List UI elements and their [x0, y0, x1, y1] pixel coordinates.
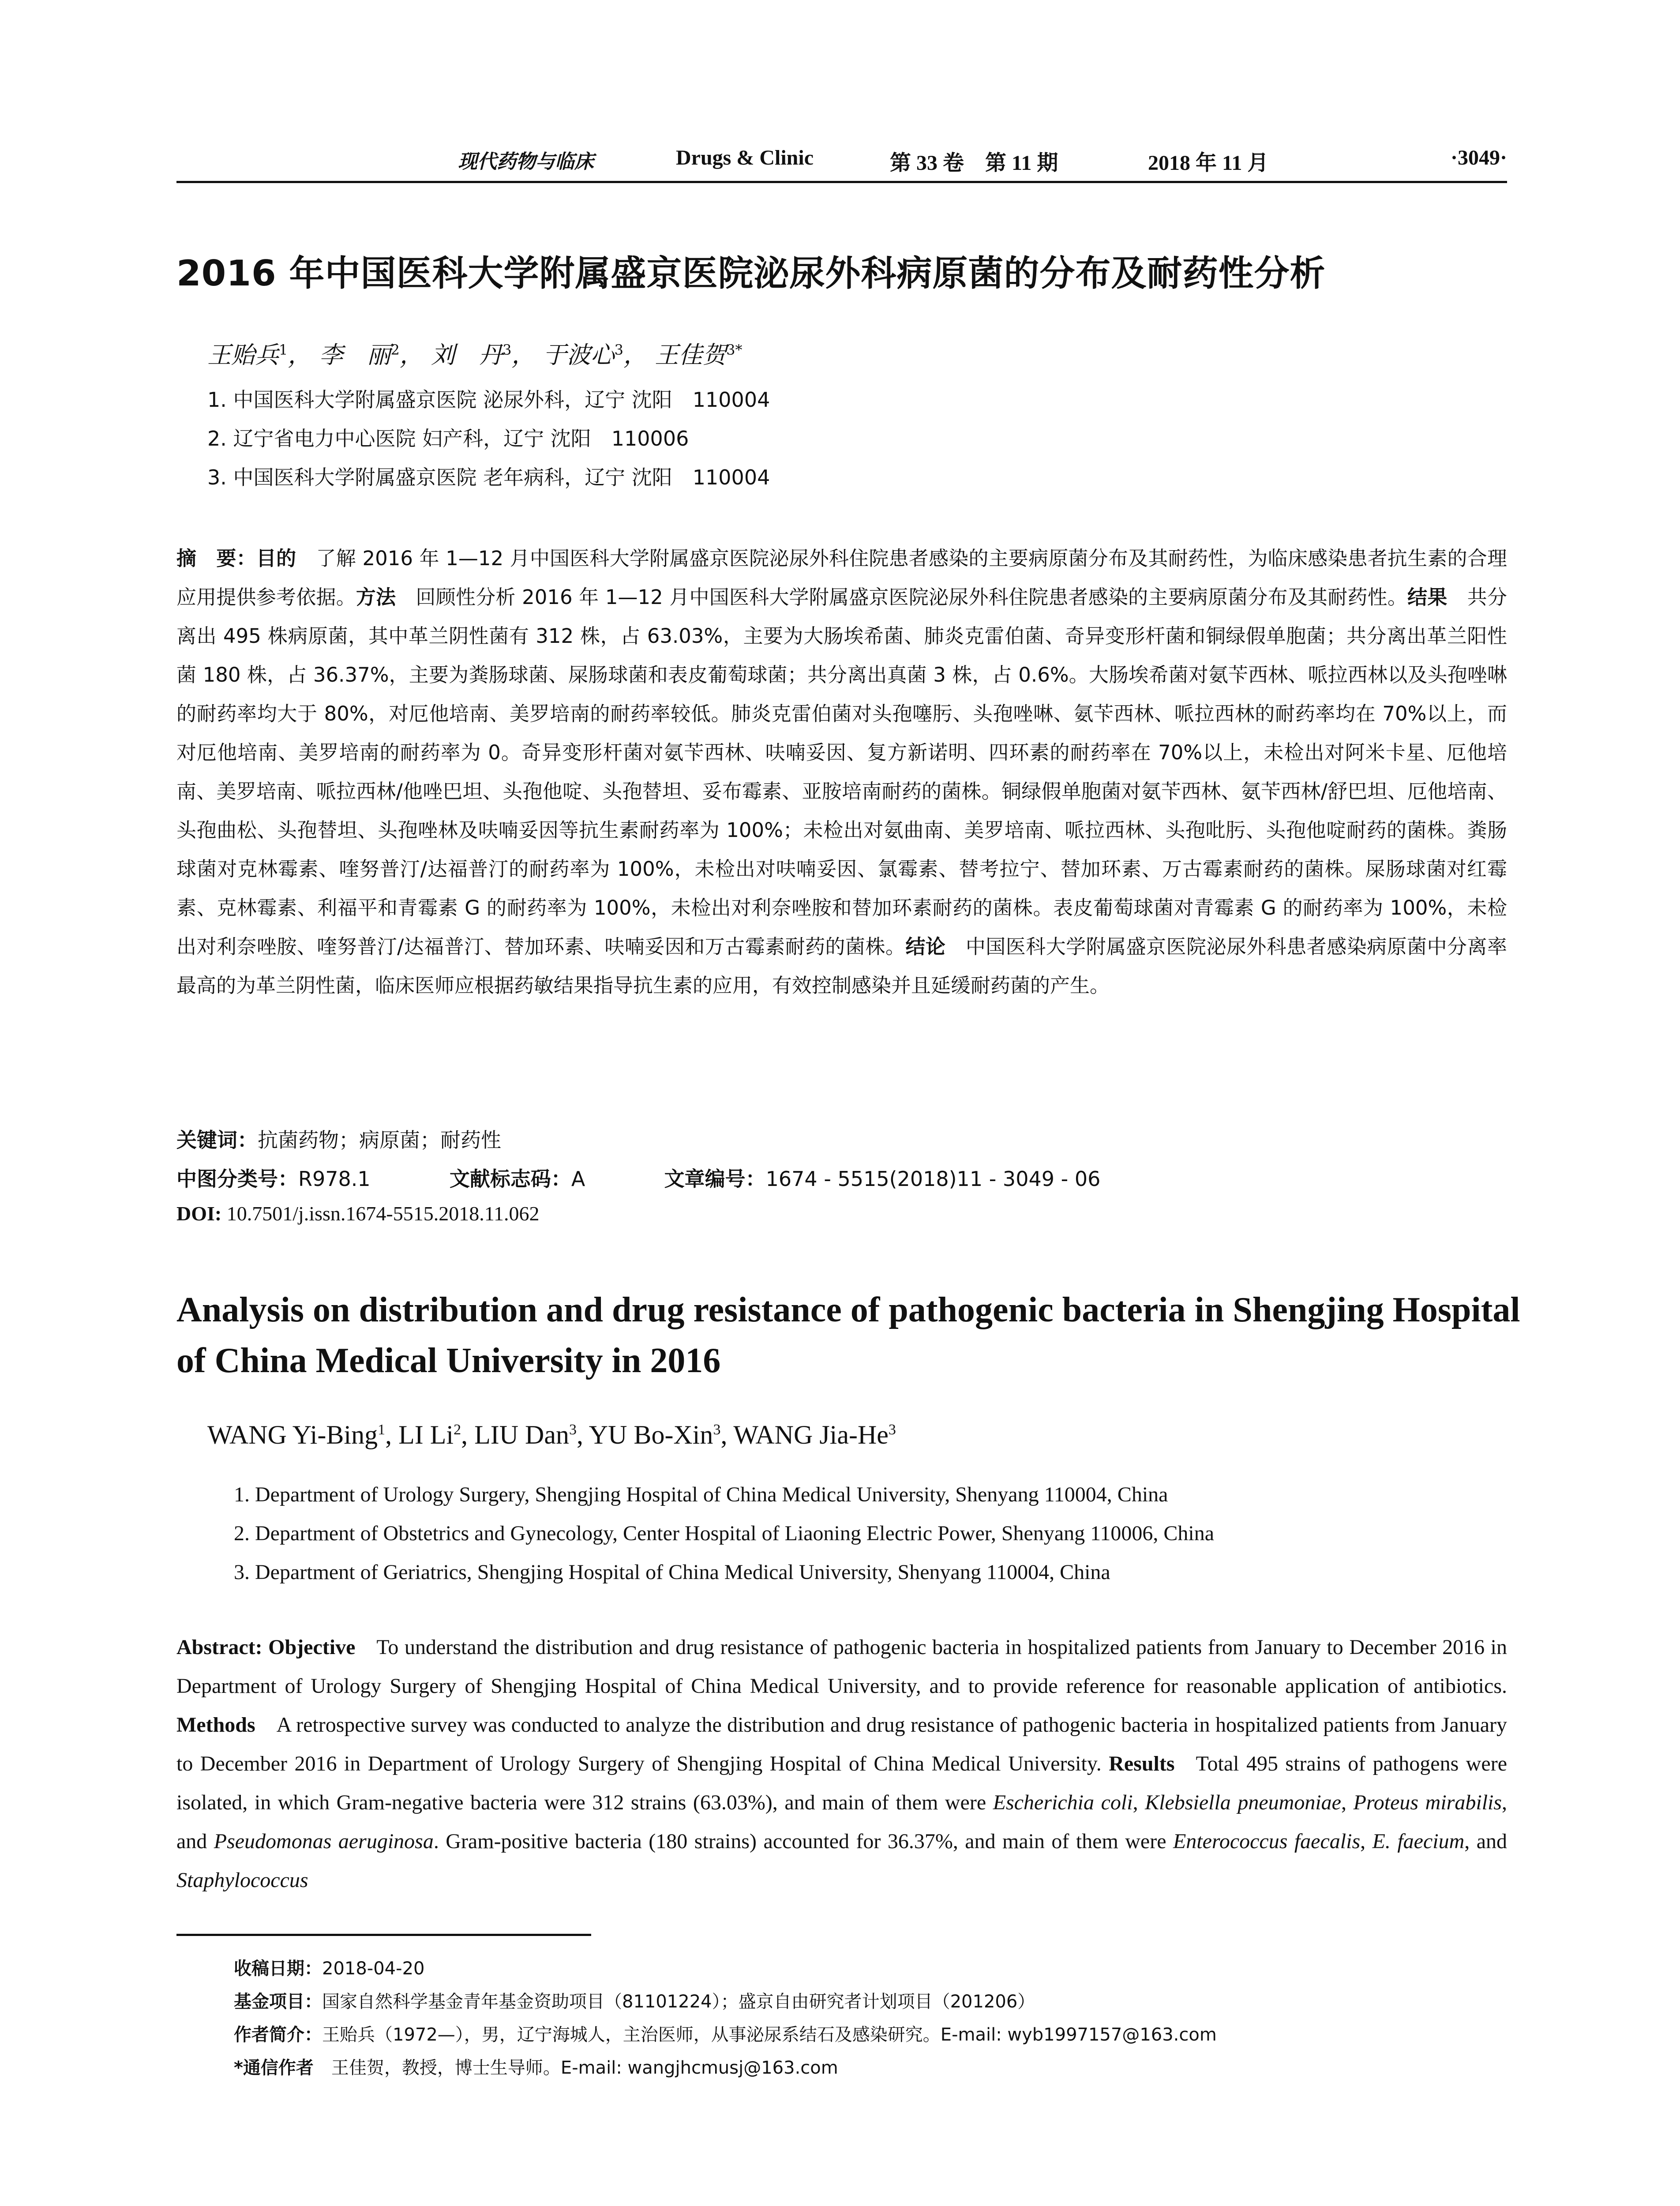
results-text-en: . Gram-positive bacteria (180 strains) accounted for 36.37%, and main of them were — [433, 1830, 1166, 1853]
results-text-en: , and — [1464, 1830, 1508, 1853]
author-cn: 王佳贺 — [655, 341, 727, 369]
author-en: WANG Yi-Bing — [207, 1420, 378, 1449]
conclusion-text: 中国医科大学附属盛京医院泌尿外科患者感染病原菌中分离率最高的为革兰阴性菌，临床医师应根据药敏结果指导抗生素的应用，有效控制感染并且延缓耐药菌的产生。 — [176, 935, 1507, 997]
received-value: 2018-04-20 — [322, 1958, 425, 1979]
corr-value: 王佳贺，教授，博士生导师。E-mail: wangjhcmusj@163.com — [331, 2058, 838, 2078]
abstract-label: 摘 要： — [176, 547, 256, 570]
species-name: Proteus mirabilis — [1353, 1791, 1502, 1814]
doc-code-value: A — [571, 1167, 585, 1191]
abstract-en: Abstract: Objective To understand the distribution and drug resistance of pathogenic bacteria in hospitalized patients from January to December 2016 in Department of Urology Surgery of Shengjing Hospital of China Medical University, and to provide reference for reasonable application of antibiotics. Methods A retrospective survey was conducted to analyze the distribution and drug resistance of pathogenic bacteria in hospitalized patients from January to December 2016 in Department of Urology Surgery of Shengjing Hospital of China Medical University. Results Total 495 strains of pathogens were isolated, in which Gram-negative bacteria were 312 strains (63.03%), and main of them were Escherichia coli, Klebsiella pneumoniae, Proteus mirabilis, and Pseudomonas aeruginosa. Gram-positive bacteria (180 strains) accounted for 36.37%, and main of them were Enterococcus faecalis, E. faecium, and Staphylococcus — [176, 1636, 1508, 1892]
affiliation-en-3: 3. Department of Geriatrics, Shengjing Hospital of China Medical University, Shenyang 110004, China — [234, 1561, 1110, 1584]
doi-value: 10.7501/j.issn.1674-5515.2018.11.062 — [226, 1202, 540, 1225]
article-no-label: 文章编号： — [664, 1167, 766, 1191]
author-cn: 于波心 — [543, 341, 615, 369]
author-sup: 1 — [279, 341, 288, 358]
results-text-en: Total 495 strains of pathogens were isolated, in which Gram-negative bacteria were 312 strains (63.03%), and main of them were — [176, 1752, 1507, 1814]
author-sup: 3* — [726, 341, 742, 358]
results-text: 共分离出 495 株病原菌，其中革兰阴性菌有 312 株，占 63.03%，主要为大肠埃希菌、肺炎克雷伯菌、奇异变形杆菌和铜绿假单胞菌；共分离出革兰阳性菌 180 株，占 36.37%，主要为粪肠球菌、屎肠球菌和表皮葡萄球菌；共分离出真菌 3 株，占 0.6%。大肠埃希菌对氨苄西林、哌拉西林以及头孢唑啉的耐药率均大于 80%，对厄他培南、美罗培南的耐药率较低。肺炎克雷伯菌对头孢噻肟、头孢唑啉、氨苄西林、哌拉西林的耐药率均在 70%以上，而对厄他培南、美罗培南的耐药率为 0。奇异变形杆菌对氨苄西林、呋喃妥因、复方新诺明、四环素的耐药率在 70%以上，未检出对阿米卡星、厄他培南、美罗培南、哌拉西林/他唑巴坦、头孢他啶、头孢替坦、妥布霉素、亚胺培南耐药的菌株。铜绿假单胞菌对氨苄西林、氨苄西林/舒巴坦、厄他培南、头孢曲松、头孢替坦、头孢唑林及呋喃妥因等抗生素耐药率为 100%；未检出对氨曲南、美罗培南、哌拉西林、头孢吡肟、头孢他啶耐药的菌株。粪肠球菌对克林霉素、喹努普汀/达福普汀的耐药率为 100%，未检出对呋喃妥因、氯霉素、替考拉宁、替加环素、万古霉素耐药的菌株。屎肠球菌对红霉素、克林霉素、利福平和青霉素 G 的耐药率为 100%，未检出对利奈唑胺和替加环素耐药的菌株。表皮葡萄球菌对青霉素 G 的耐药率为 100%，未检出对利奈唑胺、喹努普汀/达福普汀、替加环素、呋喃妥因和万古霉素耐药的菌株。 — [176, 585, 1507, 958]
received-label: 收稿日期： — [234, 1958, 322, 1979]
author-sup: 1 — [378, 1422, 386, 1438]
running-header — [176, 140, 1507, 183]
keywords-cn — [176, 1124, 501, 1153]
author-en: WANG Jia-He — [733, 1420, 889, 1449]
footnote-rule — [176, 1934, 591, 1936]
author-sup: 3 — [713, 1422, 721, 1438]
journal-name-cn: 现代药物与临床 — [458, 150, 594, 173]
affiliation-cn-1: 1. 中国医科大学附属盛京医院 泌尿外科，辽宁 沈阳 110004 — [207, 388, 770, 412]
affiliation-cn-3: 3. 中国医科大学附属盛京医院 老年病科，辽宁 沈阳 110004 — [207, 465, 770, 489]
doi-label: DOI: — [176, 1202, 222, 1225]
author-en: LI Li — [398, 1420, 454, 1449]
species-name: Escherichia coli — [993, 1791, 1133, 1814]
footnote-corresponding — [234, 2054, 838, 2079]
volume-issue: 第 33 卷 第 11 期 — [890, 151, 1058, 175]
issue-date: 2018 年 11 月 — [1148, 151, 1269, 175]
footnote-fund — [234, 1988, 1035, 2013]
corr-label: *通信作者 — [234, 2058, 314, 2078]
authors-en: WANG Yi-Bing$^1$, LI Li$^2$, LIU Dan$^3$, YU Bo-Xin$^3$, WANG Jia-He$^3$ — [207, 1420, 896, 1449]
fund-value: 国家自然科学基金青年基金资助项目（81101224）；盛京自由研究者计划项目（201206） — [322, 1992, 1035, 2012]
bio-value: 王贻兵（1972—），男，辽宁海城人，主治医师，从事泌尿系结石及感染研究。E-mail: wyb1997157@163.com — [322, 2025, 1217, 2045]
methods-label: 方法 — [356, 585, 396, 609]
author-sup: 2 — [454, 1422, 461, 1438]
authors-cn: 王贻兵$^1$， 李 丽$^2$， 刘 丹$^3$， 于波心$^3$， 王佳贺$^{3*}$ — [207, 341, 742, 369]
author-en: YU Bo-Xin — [589, 1420, 713, 1449]
classification-line — [176, 1163, 1100, 1192]
title-cn: 2016 年中国医科大学附属盛京医院泌尿外科病原菌的分布及耐药性分析 — [176, 253, 1326, 294]
species-name: Klebsiella pneumoniae — [1145, 1791, 1341, 1814]
species-name: Enterococcus faecalis — [1173, 1830, 1361, 1853]
affiliation-en-2: 2. Department of Obstetrics and Gynecology, Center Hospital of Liaoning Electric Power, Shenyang 110006, China — [234, 1522, 1214, 1545]
author-cn: 李 丽 — [319, 341, 391, 369]
results-label: 结果 — [1407, 585, 1448, 609]
abstract-objective-label: Abstract: Objective — [176, 1636, 356, 1659]
author-en: LIU Dan — [474, 1420, 569, 1449]
journal-name-en: Drugs & Clinic — [676, 146, 814, 169]
objective-text-en: To understand the distribution and drug resistance of pathogenic bacteria in hospitalized patients from January to December 2016 in Department of Urology Surgery of Shengjing Hospital of China Medical University, and to provide reference for reasonable application of antibiotics. — [176, 1636, 1507, 1698]
keywords-value: 抗菌药物；病原菌；耐药性 — [258, 1128, 501, 1152]
methods-text-en: A retrospective survey was conducted to analyze the distribution and drug resistance of pathogenic bacteria in hospitalized patients from January to December 2016 in Department of Urology Surgery of Shengjing Hospital of China Medical University. — [176, 1713, 1507, 1775]
species-name: Staphylococcus — [176, 1868, 308, 1892]
doi-line — [176, 1202, 540, 1225]
species-name: E. faecium — [1372, 1830, 1465, 1853]
clc-label: 中图分类号： — [176, 1167, 298, 1191]
affiliation-en-1: 1. Department of Urology Surgery, Shengjing Hospital of China Medical University, Shenyang 110004, China — [234, 1483, 1168, 1506]
fund-label: 基金项目： — [234, 1992, 322, 2012]
article-no-value: 1674 - 5515(2018)11 - 3049 - 06 — [765, 1167, 1101, 1191]
footnote-author-bio — [234, 2021, 1217, 2046]
results-text-en: , and — [176, 1791, 1508, 1853]
author-sup: 3 — [569, 1422, 577, 1438]
author-sup: 3 — [502, 341, 512, 358]
page-number: ·3049· — [1450, 146, 1507, 169]
author-sup: 2 — [390, 341, 400, 358]
title-en: Analysis on distribution and drug resistance of pathogenic bacteria in Shengjing Hospital of China Medical University in 2016 — [176, 1291, 1520, 1380]
clc-value: R978.1 — [298, 1167, 371, 1191]
results-label-en: Results — [1109, 1752, 1175, 1775]
keywords-label: 关键词： — [176, 1128, 258, 1152]
footnote-received — [234, 1955, 424, 1980]
conclusion-label: 结论 — [905, 935, 946, 958]
doc-code-label: 文献标志码： — [449, 1167, 571, 1191]
author-cn: 刘 丹 — [431, 341, 503, 369]
objective-label: 目的 — [256, 547, 296, 570]
bio-label: 作者简介： — [234, 2025, 322, 2045]
author-sup: 3 — [888, 1422, 896, 1438]
abstract-cn — [176, 539, 1507, 1005]
author-cn: 王贻兵 — [207, 341, 279, 369]
author-sup: 3 — [614, 341, 623, 358]
species-name: Pseudomonas aeruginosa — [214, 1830, 434, 1853]
objective-text: 了解 2016 年 1—12 月中国医科大学附属盛京医院泌尿外科住院患者感染的主要病原菌分布及其耐药性，为临床感染患者抗生素的合理应用提供参考依据。 — [176, 547, 1507, 609]
affiliation-cn-2: 2. 辽宁省电力中心医院 妇产科，辽宁 沈阳 110006 — [207, 427, 689, 450]
methods-label-en: Methods — [176, 1713, 255, 1737]
methods-text: 回顾性分析 2016 年 1—12 月中国医科大学附属盛京医院泌尿外科住院患者感染的主要病原菌分布及其耐药性。 — [416, 585, 1408, 609]
